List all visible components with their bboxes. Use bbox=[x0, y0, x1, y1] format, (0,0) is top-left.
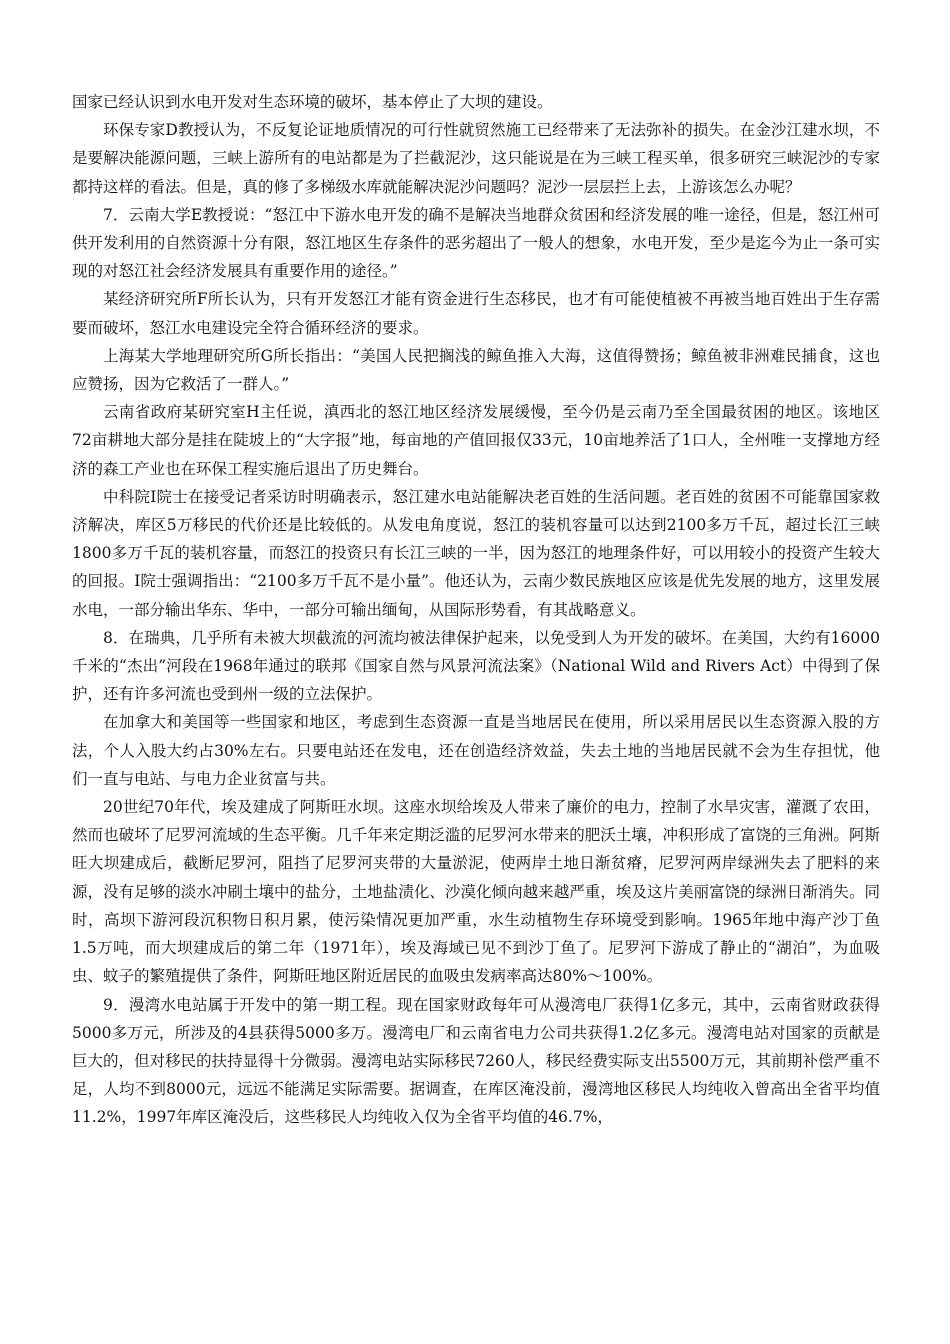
paragraph-academician-i: 中科院I院士在接受记者采访时明确表示，怒江建水电站能解决老百姓的生活问题。老百姓的贫困不可能靠国家救济解决，库区5万移民的代价还是比较低的。从发电角度说，怒江的装机容量可以达到2100多万千瓦，超过长江三峡1800多万千瓦的装机容量，而怒江的投资只有长江三峡的一半，因为怒江的地理条件好，可以用较小的投资产生较大的回报。I院士强调指出：“2100多万千瓦不是小量”。他还认为，云南少数民族地区应该是优先发展的地方，这里发展水电，一部分输出华东、华中，一部分可输出缅甸，从国际形势看，有其战略意义。 bbox=[72, 487, 880, 619]
paragraph-continuation: 国家已经认识到水电开发对生态环境的破坏，基本停止了大坝的建设。 bbox=[72, 93, 553, 111]
paragraph-expert-d: 环保专家D教授认为，不反复论证地质情况的可行性就贸然施工已经带来了无法弥补的损失。在金沙江建水坝，不是要解决能源问题，三峡上游所有的电站都是为了拦截泥沙，这只能说是在为三峡工程买单，很多研究三峡泥沙的专家都持这样的看法。但是，真的修了多梯级水库就能解决泥沙问题吗？泥沙一层层拦上去，上游该怎么办呢？ bbox=[72, 121, 880, 196]
paragraph-canada-usa: 在加拿大和美国等一些国家和地区，考虑到生态资源一直是当地居民在使用，所以采用居民以生态资源入股的方法，个人入股大约占30%左右。只要电站还在发电，还在创造经济效益，失去土地的当地居民就不会为生存担忧，他们一直与电站、与电力企业贫富与共。 bbox=[72, 713, 880, 788]
paragraph-director-f: 某经济研究所F所长认为，只有开发怒江才能有资金进行生态移民，也才有可能使植被不再被当地百姓出于生存需要而破坏，怒江水电建设完全符合循环经济的要求。 bbox=[72, 290, 880, 337]
paragraph-aswan-dam: 20世纪70年代，埃及建成了阿斯旺水坝。这座水坝给埃及人带来了廉价的电力，控制了水旱灾害，灌溉了农田，然而也破坏了尼罗河流域的生态平衡。几千年来定期泛滥的尼罗河水带来的肥沃土壤，冲积形成了富饶的三角洲。阿斯旺大坝建成后，截断尼罗河，阻挡了尼罗河夹带的大量淤泥，使两岸土地日渐贫瘠，尼罗河两岸绿洲失去了肥料的来源，没有足够的淡水冲刷土壤中的盐分，土地盐渍化、沙漠化倾向越来越严重，埃及这片美丽富饶的绿洲日渐消失。同时，高坝下游河段沉积物日积月累，使污染情况更加严重，水生动植物生存环境受到影响。1965年地中海产沙丁鱼1.5万吨，而大坝建成后的第二年（1971年），埃及海域已见不到沙丁鱼了。尼罗河下游成了静止的“湖泊”，为血吸虫、蚊子的繁殖提供了条件，阿斯旺地区附近居民的血吸虫发病率高达80%～100%。 bbox=[72, 798, 880, 986]
document-page bbox=[72, 88, 880, 1132]
paragraph-item-7: 7．云南大学E教授说：“怒江中下游水电开发的确不是解决当地群众贫困和经济发展的唯一途径，但是，怒江州可供开发利用的自然资源十分有限，怒江地区生存条件的恶劣超出了一般人的想象，水电开发，至少是迄今为止一条可实现的对怒江社会经济发展具有重要作用的途径。” bbox=[72, 205, 880, 281]
paragraph-item-8: 8．在瑞典，几乎所有未被大坝截流的河流均被法律保护起来，以免受到人为开发的破坏。在美国，大约有16000千米的“杰出”河段在1968年通过的联邦《国家自然与风景河流法案》（National Wild and Rivers Act）中得到了保护，还有许多河流也受到州一级的立法保护。 bbox=[72, 628, 880, 704]
paragraph-director-g: 上海某大学地理研究所G所长指出：“美国人民把搁浅的鲸鱼推入大海，这值得赞扬；鲸鱼被非洲难民捕食，这也应赞扬，因为它救活了一群人。” bbox=[72, 346, 880, 394]
paragraph-director-h: 云南省政府某研究室H主任说，滇西北的怒江地区经济发展缓慢，至今仍是云南乃至全国最贫困的地区。该地区72亩耕地大部分是挂在陡坡上的“大字报”地，每亩地的产值回报仅33元，10亩地养活了1口人，全州唯一支撑地方经济的森工产业也在环保工程实施后退出了历史舞台。 bbox=[72, 403, 880, 478]
paragraph-item-9: 9．漫湾水电站属于开发中的第一期工程。现在国家财政每年可从漫湾电厂获得1亿多元，其中，云南省财政获得5000多万元，所涉及的4县获得5000多万。漫湾电厂和云南省电力公司共获得1.2亿多元。漫湾电站对国家的贡献是巨大的，但对移民的扶持显得十分微弱。漫湾电站实际移民7260人，移民经费实际支出5500万元，其前期补偿严重不足，人均不到8000元，远远不能满足实际需要。据调查，在库区淹没前，漫湾地区移民人均纯收入曾高出全省平均值11.2%，1997年库区淹没后，这些移民人均纯收入仅为全省平均值的46.7%， bbox=[72, 995, 880, 1127]
